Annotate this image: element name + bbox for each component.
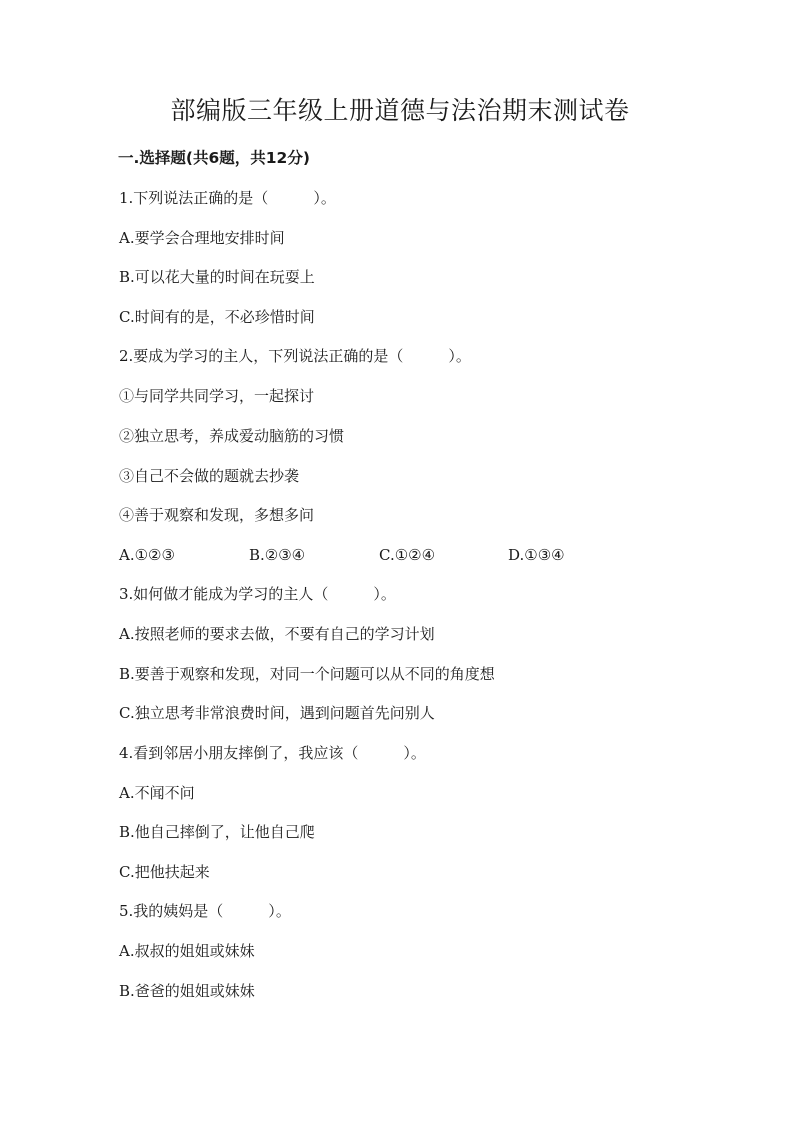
question-2-option-d: D.①③④ <box>508 546 565 564</box>
question-4-stem: 4.看到邻居小朋友摔倒了，我应该（ ）。 <box>119 744 426 762</box>
question-1-option-a: A.要学会合理地安排时间 <box>119 229 285 247</box>
question-1-option-b: B.可以花大量的时间在玩耍上 <box>119 268 315 286</box>
question-5-option-b: B.爸爸的姐姐或妹妹 <box>119 982 255 1000</box>
question-4-option-a: A.不闻不问 <box>119 784 195 802</box>
section-heading: 一.选择题(共6题，共12分) <box>118 149 310 167</box>
question-3-option-a: A.按照老师的要求去做，不要有自己的学习计划 <box>119 625 435 643</box>
question-3-stem: 3.如何做才能成为学习的主人（ ）。 <box>119 585 396 603</box>
question-4-option-b: B.他自己摔倒了，让他自己爬 <box>119 823 315 841</box>
question-2-option-a: A.①②③ <box>119 546 175 564</box>
question-2-statement-3: ③自己不会做的题就去抄袭 <box>119 467 300 485</box>
question-1-stem: 1.下列说法正确的是（ ）。 <box>119 189 336 207</box>
question-4-option-c: C.把他扶起来 <box>119 863 210 881</box>
question-2-statement-4: ④善于观察和发现，多想多问 <box>119 506 315 524</box>
question-2-stem: 2.要成为学习的主人，下列说法正确的是（ ）。 <box>119 347 471 365</box>
question-5-option-a: A.叔叔的姐姐或妹妹 <box>119 942 255 960</box>
question-2-statement-1: ①与同学共同学习，一起探讨 <box>119 387 315 405</box>
page-title: 部编版三年级上册道德与法治期末测试卷 <box>170 96 630 125</box>
question-2-option-c: C.①②④ <box>379 546 436 564</box>
question-3-option-b: B.要善于观察和发现，对同一个问题可以从不同的角度想 <box>119 665 495 683</box>
question-3-option-c: C.独立思考非常浪费时间，遇到问题首先问别人 <box>119 704 435 722</box>
question-2-option-b: B.②③④ <box>249 546 306 564</box>
question-2-statement-2: ②独立思考，养成爱动脑筋的习惯 <box>119 427 345 445</box>
question-1-option-c: C.时间有的是，不必珍惜时间 <box>119 308 315 326</box>
question-5-stem: 5.我的姨妈是（ ）。 <box>119 902 291 920</box>
